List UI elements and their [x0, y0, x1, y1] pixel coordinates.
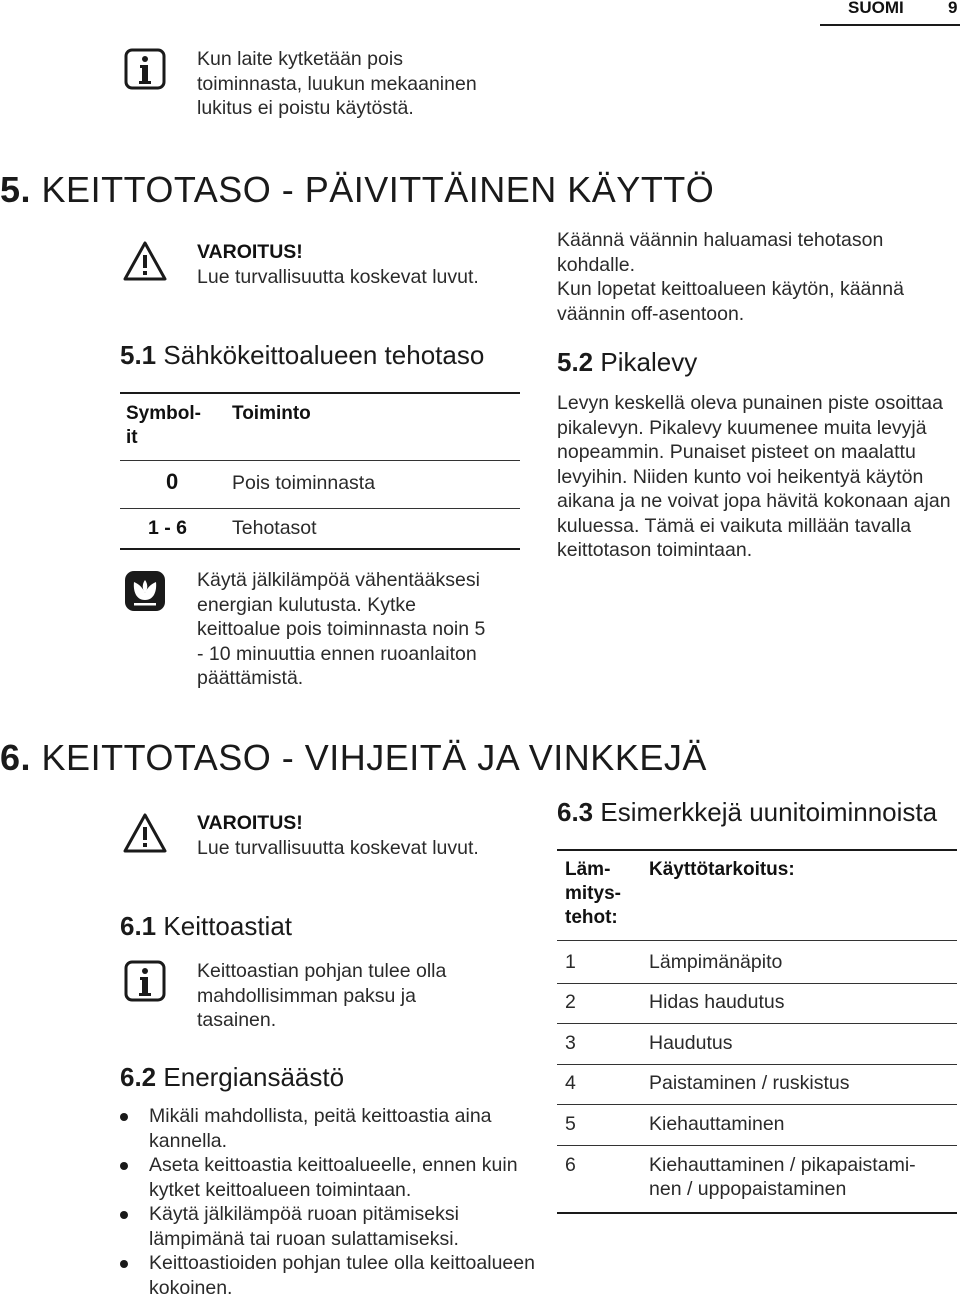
table-6-3-use: Paistaminen / ruskistus: [649, 1072, 850, 1094]
table-6-3-use: Kiehauttaminen: [649, 1113, 785, 1135]
table-6-3-row-rule: [557, 1064, 957, 1065]
warning-title: VAROITUS!: [197, 812, 303, 834]
list-item: Aseta keittoastia keittoalueelle, ennen kuin kytket keittoalueen toimintaan.: [117, 1153, 537, 1202]
table-6-3-level: 6: [565, 1154, 576, 1176]
table-5-1-symbol: 0: [166, 469, 179, 494]
info-icon: [124, 960, 166, 1002]
table-6-3-header-rule: [557, 940, 957, 941]
table-6-3-top-rule: [557, 849, 957, 851]
subsection-5-2-number: 5.2: [557, 347, 594, 377]
subsection-5-1-title: Sähkökeittoalueen tehotaso: [163, 340, 485, 370]
section-6-heading: [0, 738, 707, 778]
section-6-title: KEITTOTASO - VIHJEITÄ JA VINKKEJÄ: [41, 737, 707, 778]
list-item: Mikäli mahdollista, peitä keittoastia aina kannella.: [117, 1104, 537, 1153]
table-6-3-bottom-rule: [557, 1212, 957, 1214]
table-5-1-row-rule: [120, 508, 520, 509]
power-level-instructions: Käännä väännin haluamasi tehotason kohdalle. Kun lopetat keittoalueen käytön, käännä väännin off-asentoon.: [557, 229, 904, 325]
table-5-1-header-function: Toiminto: [232, 403, 311, 424]
subsection-6-1-number: 6.1: [120, 911, 157, 941]
subsection-5-1-number: 5.1: [120, 340, 157, 370]
table-6-3-row-rule: [557, 1023, 957, 1024]
warning-text: Lue turvallisuutta koskevat luvut.: [197, 836, 479, 859]
warning-icon: [122, 812, 168, 854]
table-5-1-header-symbol: Symbol- it: [126, 403, 201, 448]
section-6-number: 6.: [0, 737, 32, 778]
leaf-tip-icon: [124, 570, 166, 612]
warning-text: Lue turvallisuutta koskevat luvut.: [197, 265, 479, 288]
table-6-3-use: Hidas haudutus: [649, 991, 785, 1013]
warning-block-1: [197, 240, 487, 289]
table-5-1-function: Pois toiminnasta: [232, 472, 376, 494]
table-5-1-top-rule: [120, 392, 520, 394]
header-bar: [820, 0, 960, 22]
table-6-3-use: Haudutus: [649, 1032, 733, 1054]
table-6-3-level: 3: [565, 1032, 576, 1054]
subsection-6-3-number: 6.3: [557, 797, 594, 827]
subsection-6-2-title: Energiansäästö: [163, 1062, 345, 1092]
list-item: Keittoastioiden pohjan tulee olla keittoalueen kokoinen.: [117, 1251, 537, 1300]
header-language: SUOMI: [848, 0, 904, 17]
table-5-1-bottom-rule: [120, 548, 520, 550]
subsection-6-3-title: Esimerkkejä uunitoiminnoista: [600, 797, 938, 827]
table-6-3-level: 4: [565, 1072, 576, 1094]
section-5-number: 5.: [0, 169, 32, 210]
info-note-text: Kun laite kytketään pois toiminnasta, luukun mekaaninen lukitus ei poistu käytöstä.: [197, 48, 477, 119]
table-6-3-row-rule: [557, 1145, 957, 1146]
subsection-6-1-heading: [120, 911, 292, 941]
info-icon: [124, 48, 166, 90]
energy-saving-list: [117, 1104, 537, 1300]
subsection-6-2-heading: [120, 1062, 344, 1092]
table-6-3-use: Kiehauttaminen / pikapaistami- nen / uppopaistaminen: [649, 1154, 916, 1200]
table-6-3-use: Lämpimänäpito: [649, 951, 783, 973]
table-5-1-symbol: 1 - 6: [148, 517, 188, 539]
table-6-3-row-rule: [557, 983, 957, 984]
info-note-text-2: Keittoastian pohjan tulee olla mahdollisimman paksu ja tasainen.: [197, 960, 447, 1031]
table-6-3-level: 1: [565, 951, 576, 973]
section-5-heading: [0, 170, 714, 210]
header-rule: [820, 24, 960, 26]
subsection-5-2-heading: [557, 347, 697, 377]
subsection-6-1-title: Keittoastiat: [163, 911, 293, 941]
list-item: Käytä jälkilämpöä ruoan pitämiseksi lämpimänä tai ruoan sulattamiseksi.: [117, 1202, 537, 1251]
table-6-3-level: 5: [565, 1113, 576, 1135]
table-6-3-level: 2: [565, 991, 576, 1013]
subsection-6-3-heading: [557, 797, 937, 827]
subsection-5-2-title: Pikalevy: [600, 347, 698, 377]
table-6-3-row-rule: [557, 1104, 957, 1105]
subsection-5-1-heading: [120, 340, 484, 370]
page-number: 9: [948, 0, 958, 17]
tip-text: Käytä jälkilämpöä vähentääksesi energian kulutusta. Kytke keittoalue pois toiminnasta noin 5 - 10 minuuttia ennen ruoanlaiton päättämistä.: [197, 569, 486, 689]
table-6-3-header-level: Läm- mitys- tehot:: [565, 859, 621, 928]
table-5-1-function: Tehotasot: [232, 517, 317, 539]
subsection-6-2-number: 6.2: [120, 1062, 157, 1092]
warning-block-2: [197, 811, 487, 860]
warning-icon: [122, 240, 168, 282]
subsection-5-2-text: Levyn keskellä oleva punainen piste osoittaa pikalevyn. Pikalevy kuumenee muita levyjä nopeammin. Punaiset pisteet on maalattu levyihin. Niiden kunto voi heikentyä käytön aikana ja ne voivat jopa hävitä kokonaan ajan kuluessa. Tämä ei vaikuta millään tavalla keittotason toimintaan.: [557, 392, 951, 561]
table-6-3-header-use: Käyttötarkoitus:: [649, 859, 795, 880]
section-5-title: KEITTOTASO - PÄIVITTÄINEN KÄYTTÖ: [41, 169, 715, 210]
table-5-1-header-rule: [120, 460, 520, 461]
warning-title: VAROITUS!: [197, 241, 303, 263]
